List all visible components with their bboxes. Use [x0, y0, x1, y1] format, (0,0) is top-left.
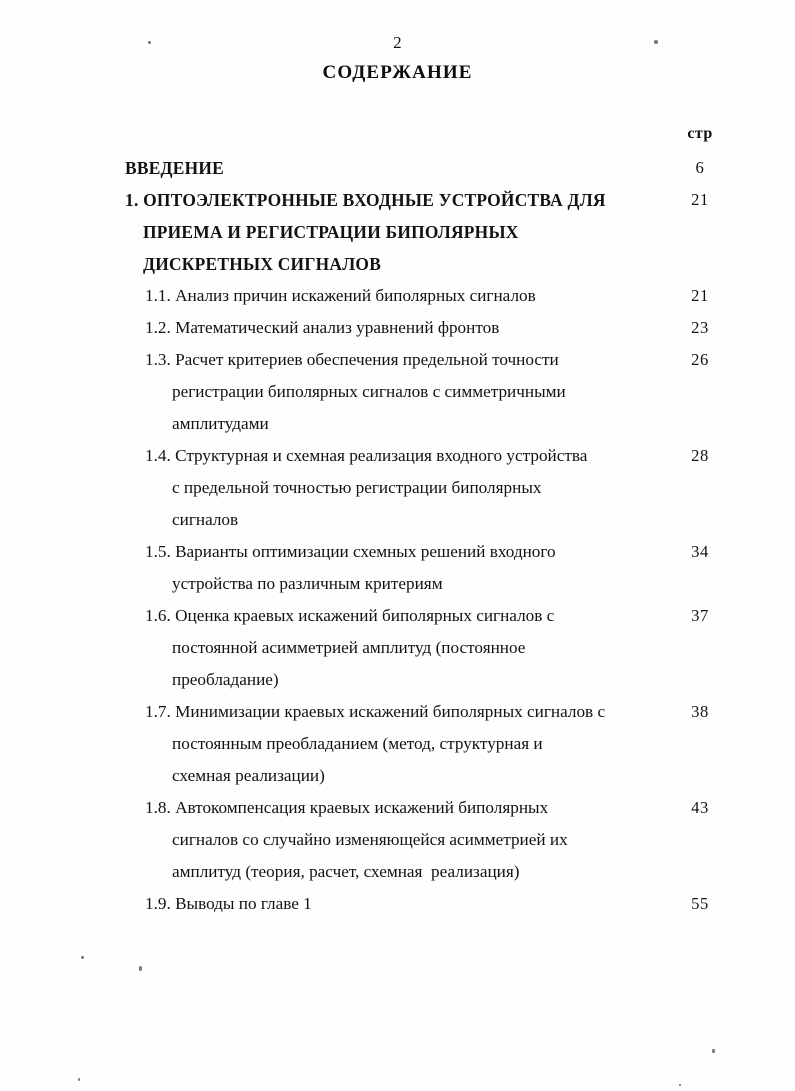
- toc-entry-line[interactable]: [0, 312, 795, 344]
- scan-speckle: [712, 1049, 715, 1053]
- page-column-label: стр: [687, 125, 713, 142]
- toc-entry-text: с предельной точностью регистрации биполярных: [172, 478, 542, 497]
- toc-entry-line[interactable]: [0, 152, 795, 184]
- toc-entry-line[interactable]: [0, 504, 795, 536]
- toc-entry-page-number: 34: [691, 542, 709, 561]
- toc-entry-line[interactable]: [0, 408, 795, 440]
- toc-entry-line[interactable]: [0, 664, 795, 696]
- toc-entry-line[interactable]: [0, 696, 795, 728]
- toc-entry-line[interactable]: [0, 248, 795, 280]
- toc-entry-text: устройства по различным критериям: [172, 574, 443, 593]
- toc-entry-text: 1.3. Расчет критериев обеспечения предельной точности: [145, 350, 559, 369]
- toc-entry-line[interactable]: [0, 216, 795, 248]
- toc-entry-line[interactable]: [0, 568, 795, 600]
- toc-entry-line[interactable]: [0, 792, 795, 824]
- toc-entry-line[interactable]: [0, 856, 795, 888]
- toc-entry-text: схемная реализации): [172, 766, 325, 785]
- toc-entry-text: 1. ОПТОЭЛЕКТРОННЫЕ ВХОДНЫЕ УСТРОЙСТВА ДЛЯ: [125, 190, 606, 210]
- toc-entry-line[interactable]: [0, 376, 795, 408]
- toc-entry-page-number: 6: [695, 158, 705, 177]
- toc-entry-line[interactable]: [0, 280, 795, 312]
- toc-entry-text: ПРИЕМА И РЕГИСТРАЦИИ БИПОЛЯРНЫХ: [143, 222, 519, 242]
- scan-speckle: [139, 966, 142, 971]
- toc-entry-text: 1.9. Выводы по главе 1: [145, 894, 312, 913]
- toc-entry-text: регистрации биполярных сигналов с симметричными: [172, 382, 566, 401]
- scan-speckle: [679, 1084, 681, 1086]
- toc-entry-page-number: 43: [691, 798, 709, 817]
- toc-entry-line[interactable]: [0, 760, 795, 792]
- toc-entry-line[interactable]: [0, 184, 795, 216]
- toc-entry-text: 1.2. Математический анализ уравнений фронтов: [145, 318, 500, 337]
- toc-entry-page-number: 21: [691, 190, 709, 209]
- toc-entry-text: 1.6. Оценка краевых искажений биполярных сигналов с: [145, 606, 555, 625]
- toc-entry-line[interactable]: [0, 728, 795, 760]
- toc-entry-page-number: 28: [691, 446, 709, 465]
- toc-entry-page-number: 38: [691, 702, 709, 721]
- toc-entry-text: постоянной асимметрией амплитуд (постоянное: [172, 638, 526, 657]
- toc-entry-text: постоянным преобладанием (метод, структурная и: [172, 734, 543, 753]
- toc-entry-line[interactable]: [0, 472, 795, 504]
- page-number-folio: 2: [393, 33, 402, 52]
- scan-speckle: [78, 1078, 80, 1081]
- toc-entry-text: 1.4. Структурная и схемная реализация входного устройства: [145, 446, 588, 465]
- toc-entry-page-number: 21: [691, 286, 709, 305]
- toc-entry-line[interactable]: [0, 344, 795, 376]
- scan-speckle: [654, 40, 658, 44]
- toc-entry-text: амплитудами: [172, 414, 269, 433]
- toc-entry-line[interactable]: [0, 824, 795, 856]
- toc-entry-text: амплитуд (теория, расчет, схемная реализация): [172, 862, 520, 881]
- toc-entry-line[interactable]: [0, 440, 795, 472]
- toc-entry-text: преобладание): [172, 670, 279, 689]
- toc-entry-page-number: 55: [691, 894, 709, 913]
- toc-column-header: [0, 125, 795, 152]
- scan-speckle: [81, 956, 84, 959]
- toc-entry-line[interactable]: [0, 600, 795, 632]
- toc-entry-text: ДИСКРЕТНЫХ СИГНАЛОВ: [143, 254, 382, 274]
- toc-entry-text: сигналов со случайно изменяющейся асимметрией их: [172, 830, 568, 849]
- toc-entry-text: 1.5. Варианты оптимизации схемных решений входного: [145, 542, 556, 561]
- toc-entry-text: 1.7. Минимизации краевых искажений биполярных сигналов с: [145, 702, 606, 721]
- toc-entry-text: ВВЕДЕНИЕ: [125, 158, 225, 178]
- toc-entry-line[interactable]: [0, 888, 795, 920]
- table-of-contents: [0, 125, 795, 920]
- toc-entry-page-number: 37: [691, 606, 709, 625]
- page-title: СОДЕРЖАНИЕ: [322, 62, 473, 83]
- toc-entry-text: 1.1. Анализ причин искажений биполярных сигналов: [145, 286, 536, 305]
- toc-entry-list: [0, 152, 795, 920]
- toc-entry-text: сигналов: [172, 510, 239, 529]
- toc-entry-line[interactable]: [0, 632, 795, 664]
- scan-speckle: [148, 41, 151, 44]
- toc-entry-line[interactable]: [0, 536, 795, 568]
- toc-entry-text: 1.8. Автокомпенсация краевых искажений биполярных: [145, 798, 549, 817]
- toc-entry-page-number: 26: [691, 350, 709, 369]
- toc-entry-page-number: 23: [691, 318, 709, 337]
